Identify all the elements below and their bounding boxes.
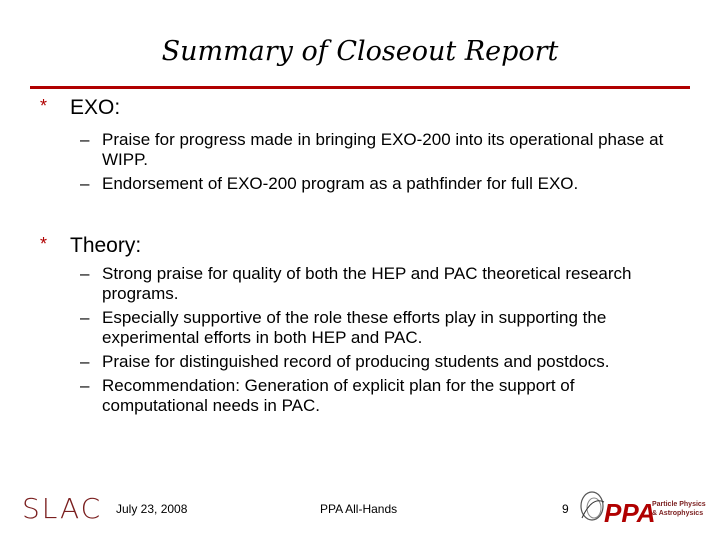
- dash-marker: –: [80, 376, 90, 395]
- footer-event: PPA All-Hands: [320, 502, 398, 516]
- slide-title: Summary of Closeout Report: [161, 36, 559, 67]
- logo-sub1: Particle Physics: [652, 501, 706, 508]
- dash-marker: –: [80, 130, 90, 149]
- bullet-exo: [40, 96, 120, 120]
- theory-subitems: [80, 264, 680, 420]
- slac-logo: SLAC: [22, 492, 103, 525]
- list-item-text: Strong praise for quality of both the HEP and PAC theoretical research programs.: [102, 264, 632, 303]
- list-item-text: Endorsement of EXO-200 program as a pathfinder for full EXO.: [102, 174, 579, 193]
- bullet-marker: *: [40, 234, 48, 254]
- bullet-marker: *: [40, 96, 48, 116]
- list-item: [80, 376, 680, 416]
- footer-date: July 23, 2008: [116, 502, 188, 516]
- dash-marker: –: [80, 352, 90, 371]
- dash-marker: –: [80, 264, 90, 283]
- list-item: [80, 174, 680, 194]
- list-item: [80, 352, 680, 372]
- dash-marker: –: [80, 308, 90, 327]
- bullet-theory: [40, 234, 141, 258]
- list-item-text: Praise for distinguished record of producing students and postdocs.: [102, 352, 610, 371]
- dash-marker: –: [80, 174, 90, 193]
- ppa-logo-graphic: [578, 488, 706, 528]
- list-item: [80, 130, 680, 170]
- list-item: [80, 308, 680, 348]
- list-item-text: Especially supportive of the role these efforts play in supporting the experimental efforts in both HEP and PAC.: [102, 308, 607, 347]
- exo-subitems: [80, 130, 680, 198]
- logo-ppa-text: PPA: [604, 498, 656, 528]
- list-item-text: Praise for progress made in bringing EXO-200 into its operational phase at WIPP.: [102, 130, 664, 169]
- list-item-text: Recommendation: Generation of explicit plan for the support of computational needs in PAC.: [102, 376, 575, 415]
- logo-sub2: & Astrophysics: [652, 510, 704, 517]
- list-item: [80, 264, 680, 304]
- bullet-label: Theory:: [70, 234, 142, 257]
- title-rule: [30, 86, 690, 89]
- page-number: 9: [562, 502, 569, 516]
- bullet-label: EXO:: [70, 96, 121, 119]
- ppa-logo: [578, 488, 706, 528]
